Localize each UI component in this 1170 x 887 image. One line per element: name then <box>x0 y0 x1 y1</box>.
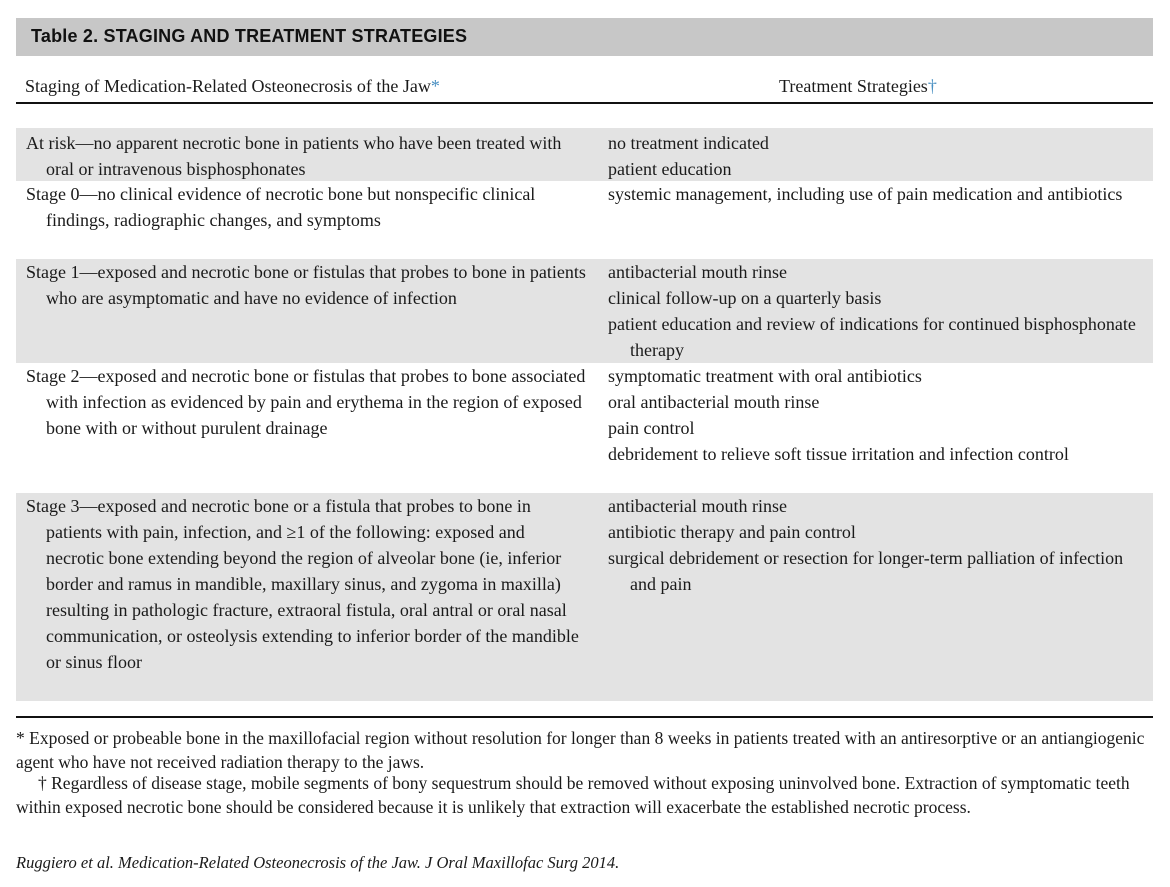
footnote-asterisk: * Exposed or probeable bone in the maxillofacial region without resolution for longer than 8 weeks in patients treated with an antiresorptive or an antiangiogenic agent who have not received radiation therapy to the jaws. <box>16 728 1145 772</box>
treatment-item: oral antibacterial mouth rinse <box>608 392 820 412</box>
table-title-bar <box>16 18 1153 56</box>
stage-cell <box>26 363 586 441</box>
treatment-item: surgical debridement or resection for longer-term palliation of infection and pain <box>608 548 1124 594</box>
asterisk-footnote-marker: * <box>430 76 440 96</box>
stage-cell <box>26 259 586 311</box>
table-row <box>16 259 1153 363</box>
stage-description: At risk—no apparent necrotic bone in patients who have been treated with oral or intravenous bisphosphonates <box>26 133 562 179</box>
table-row <box>16 128 1153 181</box>
treatment-cell <box>608 493 1153 597</box>
table-row <box>16 493 1153 701</box>
treatment-item: antibacterial mouth rinse <box>608 496 787 516</box>
treatment-item: antibacterial mouth rinse <box>608 262 787 282</box>
footnote-divider <box>16 716 1153 718</box>
stage-description: Stage 2—exposed and necrotic bone or fistulas that probes to bone associated with infection as evidenced by pain and erythema in the region of exposed bone with or without purulent drainage <box>26 366 586 438</box>
stage-description: Stage 3—exposed and necrotic bone or a fistula that probes to bone in patients with pain, infection, and ≥1 of the following: exposed and necrotic bone extending beyond the region of alveolar bone (ie, inferior border and ramus in mandible, maxillary sinus, and zygoma in maxilla) resulting in pathologic fracture, extraoral fistula, oral antral or oral nasal communication, or osteolysis extending to inferior border of the mandible or sinus floor <box>26 496 579 672</box>
treatment-item: patient education and review of indications for continued bisphosphonate therapy <box>608 314 1136 360</box>
treatment-item: debridement to relieve soft tissue irritation and infection control <box>608 444 1069 464</box>
treatment-item: systemic management, including use of pain medication and antibiotics <box>608 184 1123 204</box>
stage-description: Stage 1—exposed and necrotic bone or fistulas that probes to bone in patients who are asymptomatic and have no evidence of infection <box>26 262 586 308</box>
treatment-cell <box>608 259 1153 363</box>
footnote-dagger: † Regardless of disease stage, mobile segments of bony sequestrum should be removed without exposing uninvolved bone. Extraction of symptomatic teeth within exposed necrotic bone should be considered because it is unlikely that extraction will exacerbate the established necrotic process. <box>16 773 1130 817</box>
column-header-treatment <box>779 76 937 97</box>
treatment-cell <box>608 130 1153 182</box>
header-divider <box>16 102 1153 104</box>
column-header-staging <box>25 76 440 97</box>
treatment-item: clinical follow-up on a quarterly basis <box>608 288 882 308</box>
table-title: Table 2. STAGING AND TREATMENT STRATEGIES <box>31 26 468 46</box>
treatment-item: symptomatic treatment with oral antibiotics <box>608 366 922 386</box>
treatment-item: no treatment indicated <box>608 133 769 153</box>
treatment-cell <box>608 181 1153 207</box>
stage-cell <box>26 493 586 675</box>
stage-cell <box>26 130 586 182</box>
table-row <box>16 181 1153 259</box>
table-row <box>16 363 1153 493</box>
treatment-item: antibiotic therapy and pain control <box>608 522 856 542</box>
treatment-cell <box>608 363 1153 467</box>
treatment-item: patient education <box>608 159 732 179</box>
stage-cell <box>26 181 586 233</box>
stage-description: Stage 0—no clinical evidence of necrotic bone but nonspecific clinical findings, radiographic changes, and symptoms <box>26 184 536 230</box>
source-citation: Ruggiero et al. Medication-Related Osteonecrosis of the Jaw. J Oral Maxillofac Surg 2014. <box>16 853 620 872</box>
treatment-item: pain control <box>608 418 695 438</box>
dagger-footnote-marker: † <box>927 76 937 96</box>
column-header-staging-label: Staging of Medication-Related Osteonecrosis of the Jaw <box>25 76 431 96</box>
column-header-treatment-label: Treatment Strategies <box>779 76 928 96</box>
